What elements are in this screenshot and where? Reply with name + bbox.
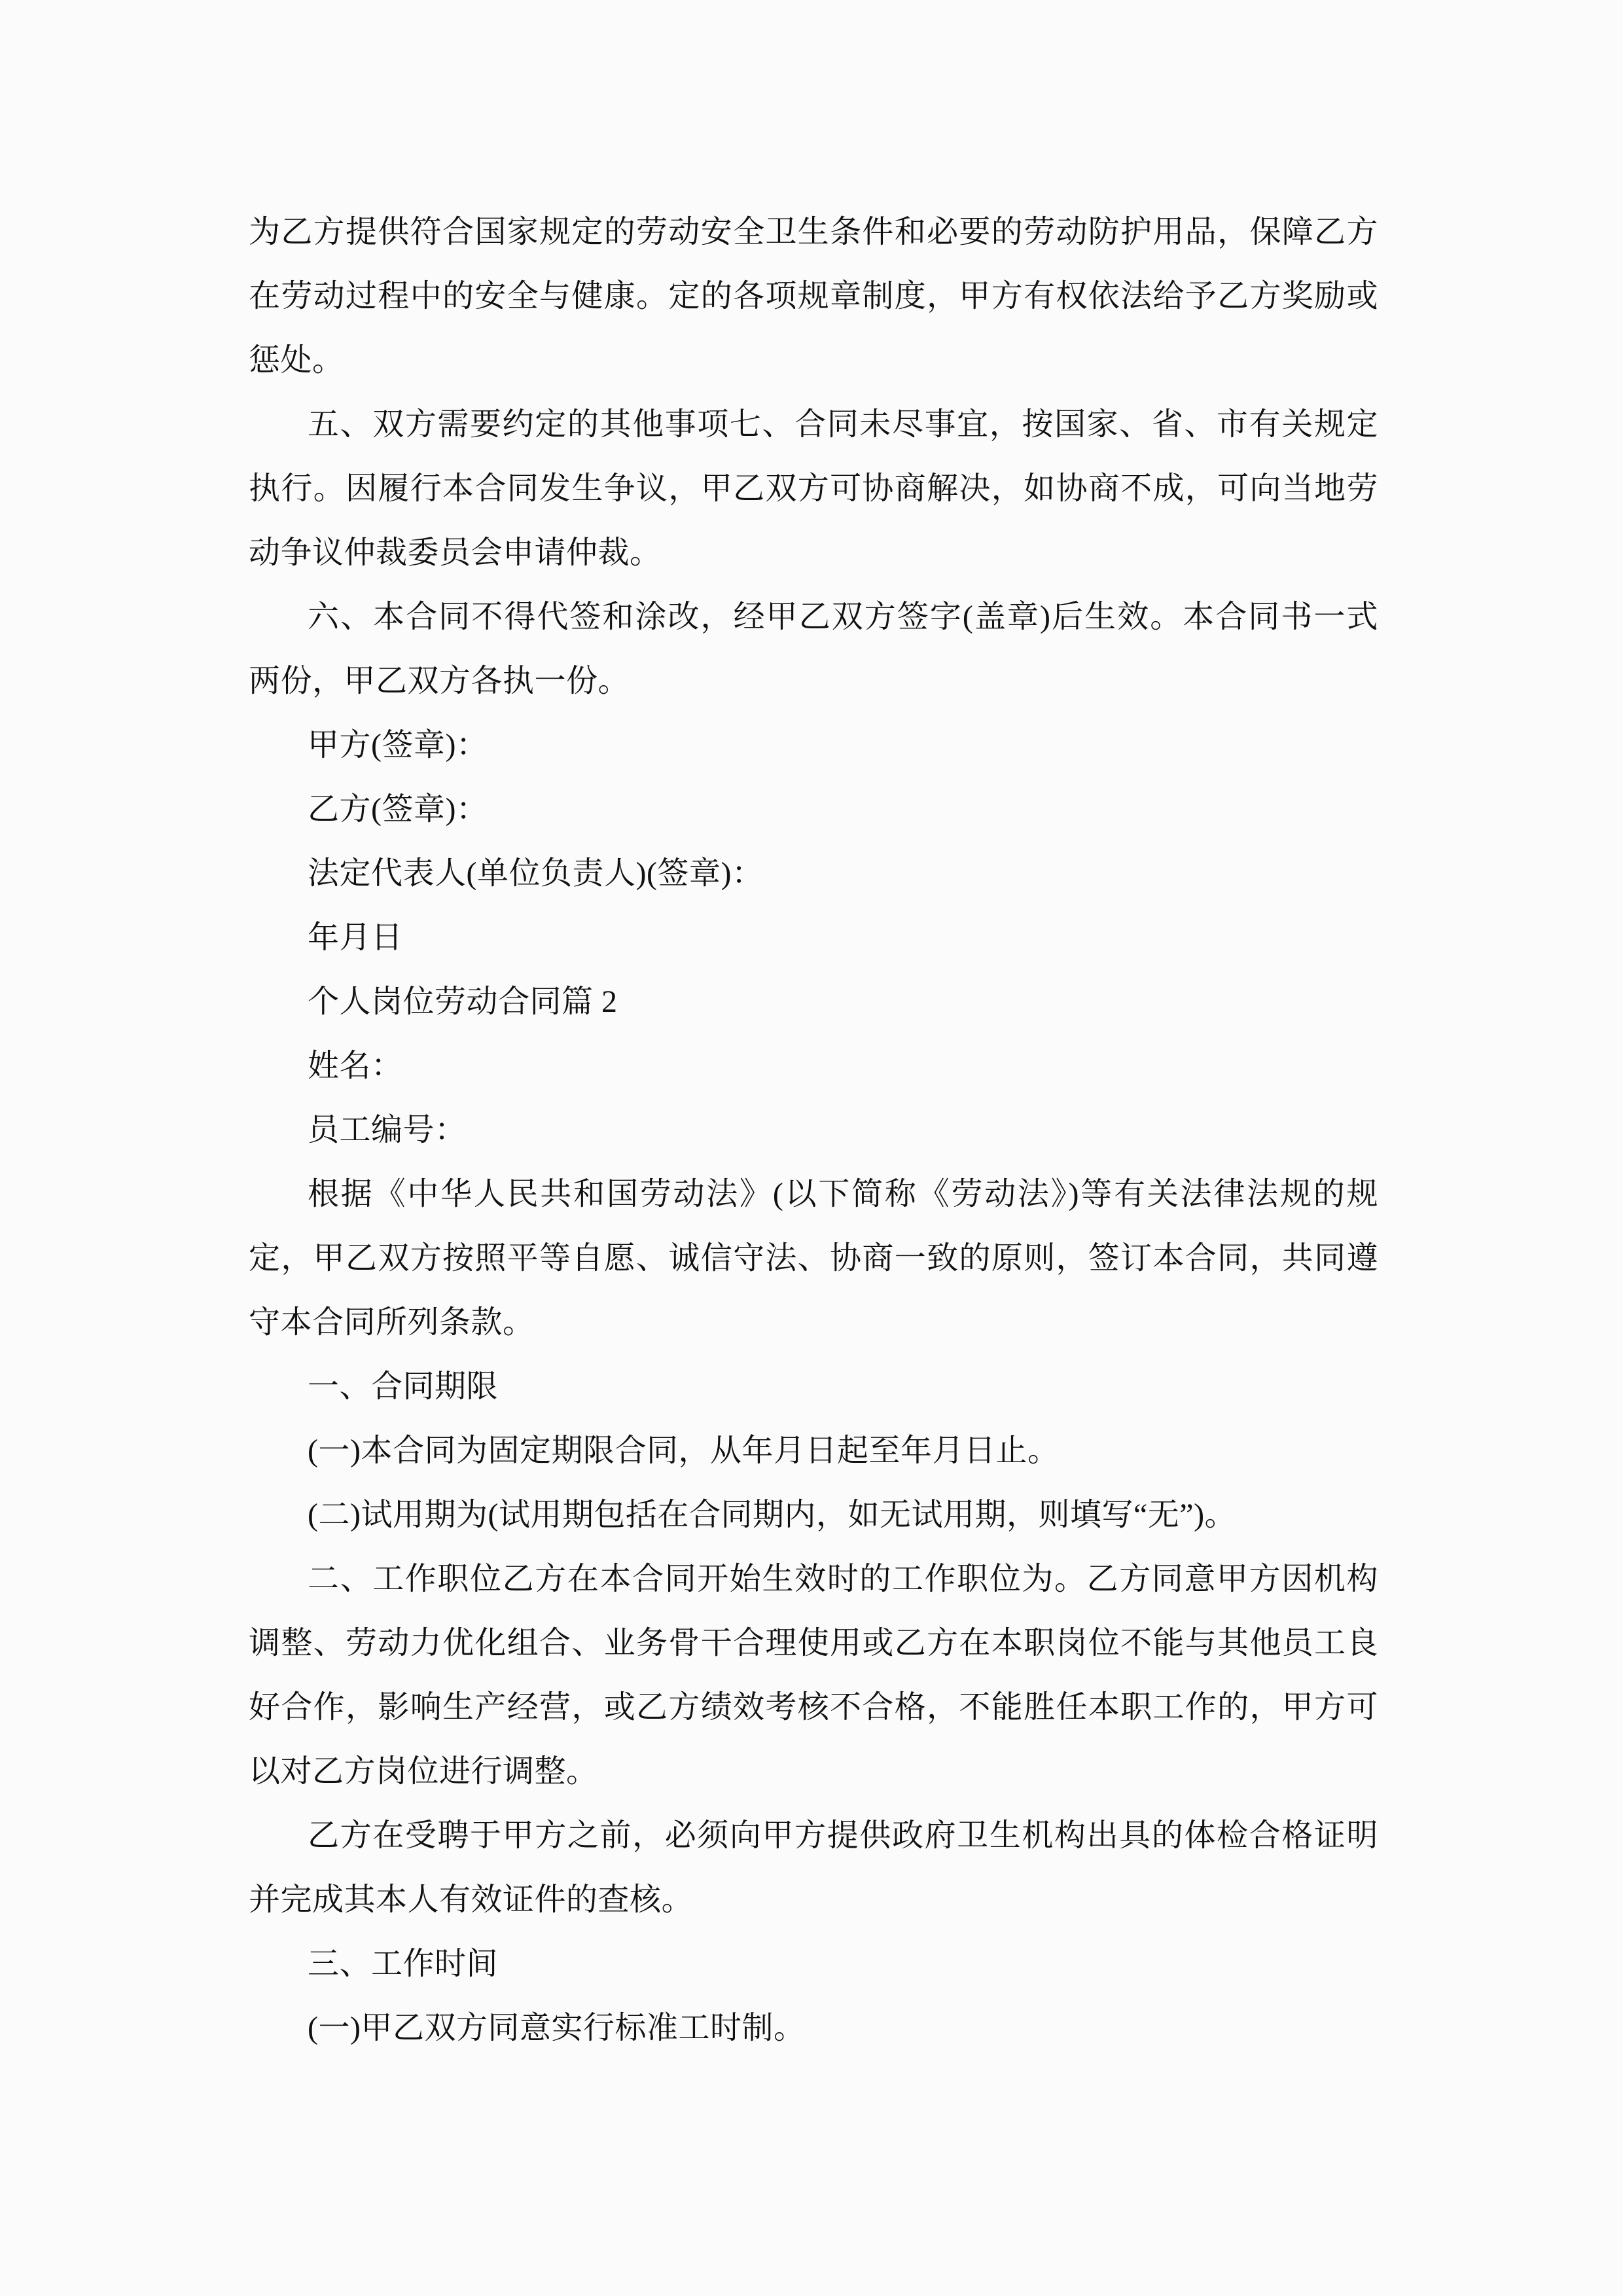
text-line: 乙方在受聘于甲方之前，必须向甲方提供政府卫生机构出具的体检合格证明 xyxy=(308,1818,1378,1853)
text-line: (一)甲乙双方同意实行标准工时制。 xyxy=(308,2011,806,2045)
text-line: 姓名： xyxy=(308,1049,403,1083)
text-line: 年月日 xyxy=(308,920,403,955)
text-line: 在劳动过程中的安全与健康。定的各项规章制度，甲方有权依法给予乙方奖励或 xyxy=(249,279,1378,314)
text-line: 三、工作时间 xyxy=(308,1946,499,1981)
text-line: 个人岗位劳动合同篇 2 xyxy=(308,984,618,1019)
text-line: 执行。因履行本合同发生争议，甲乙双方可协商解决，如协商不成，可向当地劳 xyxy=(249,471,1378,506)
text-line: 法定代表人(单位负责人)(签章)： xyxy=(308,856,764,891)
text-line: 守本合同所列条款。 xyxy=(249,1305,535,1340)
text-line: 好合作，影响生产经营，或乙方绩效考核不合格，不能胜任本职工作的，甲方可 xyxy=(249,1690,1378,1725)
text-line: 根据《中华人民共和国劳动法》(以下简称《劳动法》)等有关法律法规的规 xyxy=(308,1177,1378,1211)
text-line: 五、双方需要约定的其他事项七、合同未尽事宜，按国家、省、市有关规定 xyxy=(308,407,1378,442)
contract-text-block xyxy=(249,200,1378,2060)
text-line: 惩处。 xyxy=(249,343,344,378)
text-line: 调整、劳动力优化组合、业务骨干合理使用或乙方在本职岗位不能与其他员工良 xyxy=(249,1626,1378,1660)
text-line: 一、合同期限 xyxy=(308,1369,499,1404)
text-line: 二、工作职位乙方在本合同开始生效时的工作职位为。乙方同意甲方因机构 xyxy=(308,1562,1378,1596)
text-line: (一)本合同为固定期限合同，从年月日起至年月日止。 xyxy=(308,1433,1060,1468)
text-line: (二)试用期为(试用期包括在合同期内，如无试用期，则填写“无”)。 xyxy=(308,1498,1237,1532)
text-line: 两份，甲乙双方各执一份。 xyxy=(249,664,630,698)
text-line: 员工编号： xyxy=(308,1113,467,1147)
text-line: 动争议仲裁委员会申请仲裁。 xyxy=(249,535,662,570)
text-line: 甲方(签章)： xyxy=(308,728,488,762)
text-line: 乙方(签章)： xyxy=(308,792,488,827)
text-line: 以对乙方岗位进行调整。 xyxy=(249,1754,598,1789)
text-line: 定，甲乙双方按照平等自愿、诚信守法、协商一致的原则，签订本合同，共同遵 xyxy=(249,1241,1378,1276)
text-line: 为乙方提供符合国家规定的劳动安全卫生条件和必要的劳动防护用品，保障乙方 xyxy=(249,215,1378,249)
text-line: 六、本合同不得代签和涂改，经甲乙双方签字(盖章)后生效。本合同书一式 xyxy=(308,600,1378,634)
text-line: 并完成其本人有效证件的查核。 xyxy=(249,1882,694,1917)
